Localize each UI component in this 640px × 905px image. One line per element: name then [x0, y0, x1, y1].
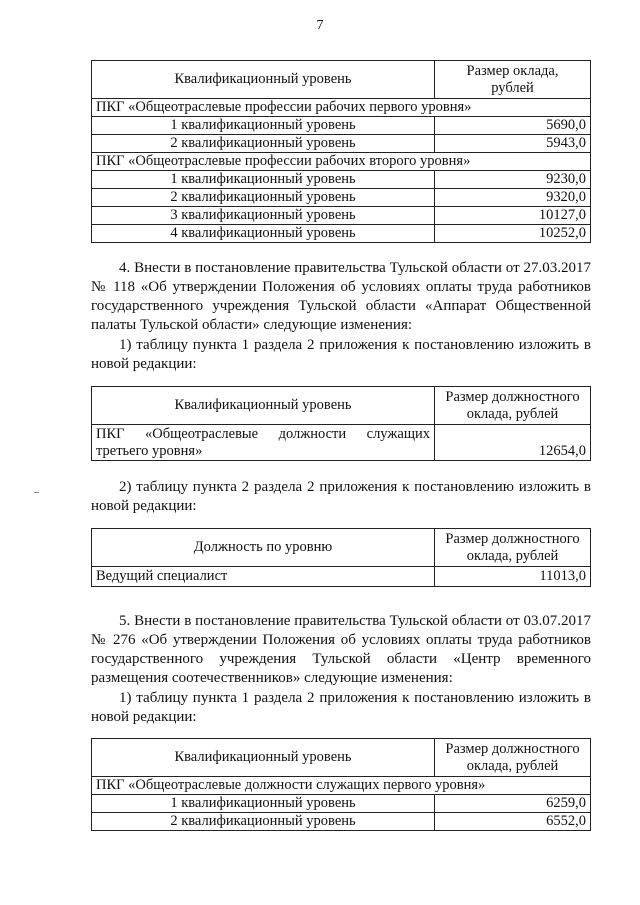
header-salary: Размер должностного оклада, рублей	[435, 387, 591, 425]
position-cell: Ведущий специалист	[92, 567, 435, 587]
salary-table-staff-first	[91, 738, 591, 831]
value-cell: 10127,0	[435, 207, 591, 225]
header-position: Должность по уровню	[92, 529, 435, 567]
header-salary: Размер оклада, рублей	[435, 61, 591, 99]
section-4-item-1: 1) таблицу пункта 1 раздела 2 приложения к постановлению изложить в новой редакции:	[91, 337, 591, 372]
section-5-paragraph: 5. Внести в постановление правительства Тульской области от 03.07.2017 № 276 «Об утверждении Положения об условиях оплаты труда работников государственного учреждения Тульской области «Центр временного размещения соотечественников» следующие изменения:	[91, 613, 591, 686]
header-level: Квалификационный уровень	[92, 387, 435, 425]
value-cell: 9320,0	[435, 189, 591, 207]
group-title: ПКГ «Общеотраслевые должности служащих третьего уровня»	[92, 425, 435, 461]
value-cell: 9230,0	[435, 171, 591, 189]
section-4-paragraph: 4. Внести в постановление правительства Тульской области от 27.03.2017 № 118 «Об утверждении Положения об условиях оплаты труда работников государственного учреждения Тульской области «Аппарат Общественной палаты Тульской области» следующие изменения:	[91, 260, 591, 333]
value-cell: 12654,0	[435, 425, 591, 461]
header-level: Квалификационный уровень	[92, 61, 435, 99]
level-cell: 1 квалификационный уровень	[92, 795, 435, 813]
header-level: Квалификационный уровень	[92, 739, 435, 777]
level-cell: 1 квалификационный уровень	[92, 171, 435, 189]
salary-table-staff-third	[91, 386, 591, 461]
value-cell: 6259,0	[435, 795, 591, 813]
value-cell: 5690,0	[435, 117, 591, 135]
group-title: ПКГ «Общеотраслевые должности служащих первого уровня»	[92, 777, 591, 795]
value-cell: 6552,0	[435, 813, 591, 831]
section-4-item-2: 2) таблицу пункта 2 раздела 2 приложения к постановлению изложить в новой редакции:	[91, 479, 591, 514]
level-cell: 2 квалификационный уровень	[92, 135, 435, 153]
page-number: 7	[316, 18, 324, 33]
group-title: ПКГ «Общеотраслевые профессии рабочих второго уровня»	[92, 153, 591, 171]
level-cell: 2 квалификационный уровень	[92, 813, 435, 831]
value-cell: 11013,0	[435, 567, 591, 587]
header-salary: Размер должностного оклада, рублей	[435, 739, 591, 777]
level-cell: 2 квалификационный уровень	[92, 189, 435, 207]
level-cell: 3 квалификационный уровень	[92, 207, 435, 225]
header-salary: Размер должностного оклада, рублей	[435, 529, 591, 567]
margin-mark	[34, 492, 39, 493]
group-title: ПКГ «Общеотраслевые профессии рабочих первого уровня»	[92, 99, 591, 117]
salary-table-position	[91, 528, 591, 587]
level-cell: 4 квалификационный уровень	[92, 225, 435, 243]
value-cell: 10252,0	[435, 225, 591, 243]
value-cell: 5943,0	[435, 135, 591, 153]
section-5-item-1: 1) таблицу пункта 1 раздела 2 приложения к постановлению изложить в новой редакции:	[91, 690, 591, 725]
level-cell: 1 квалификационный уровень	[92, 117, 435, 135]
salary-table-workers	[91, 60, 591, 243]
